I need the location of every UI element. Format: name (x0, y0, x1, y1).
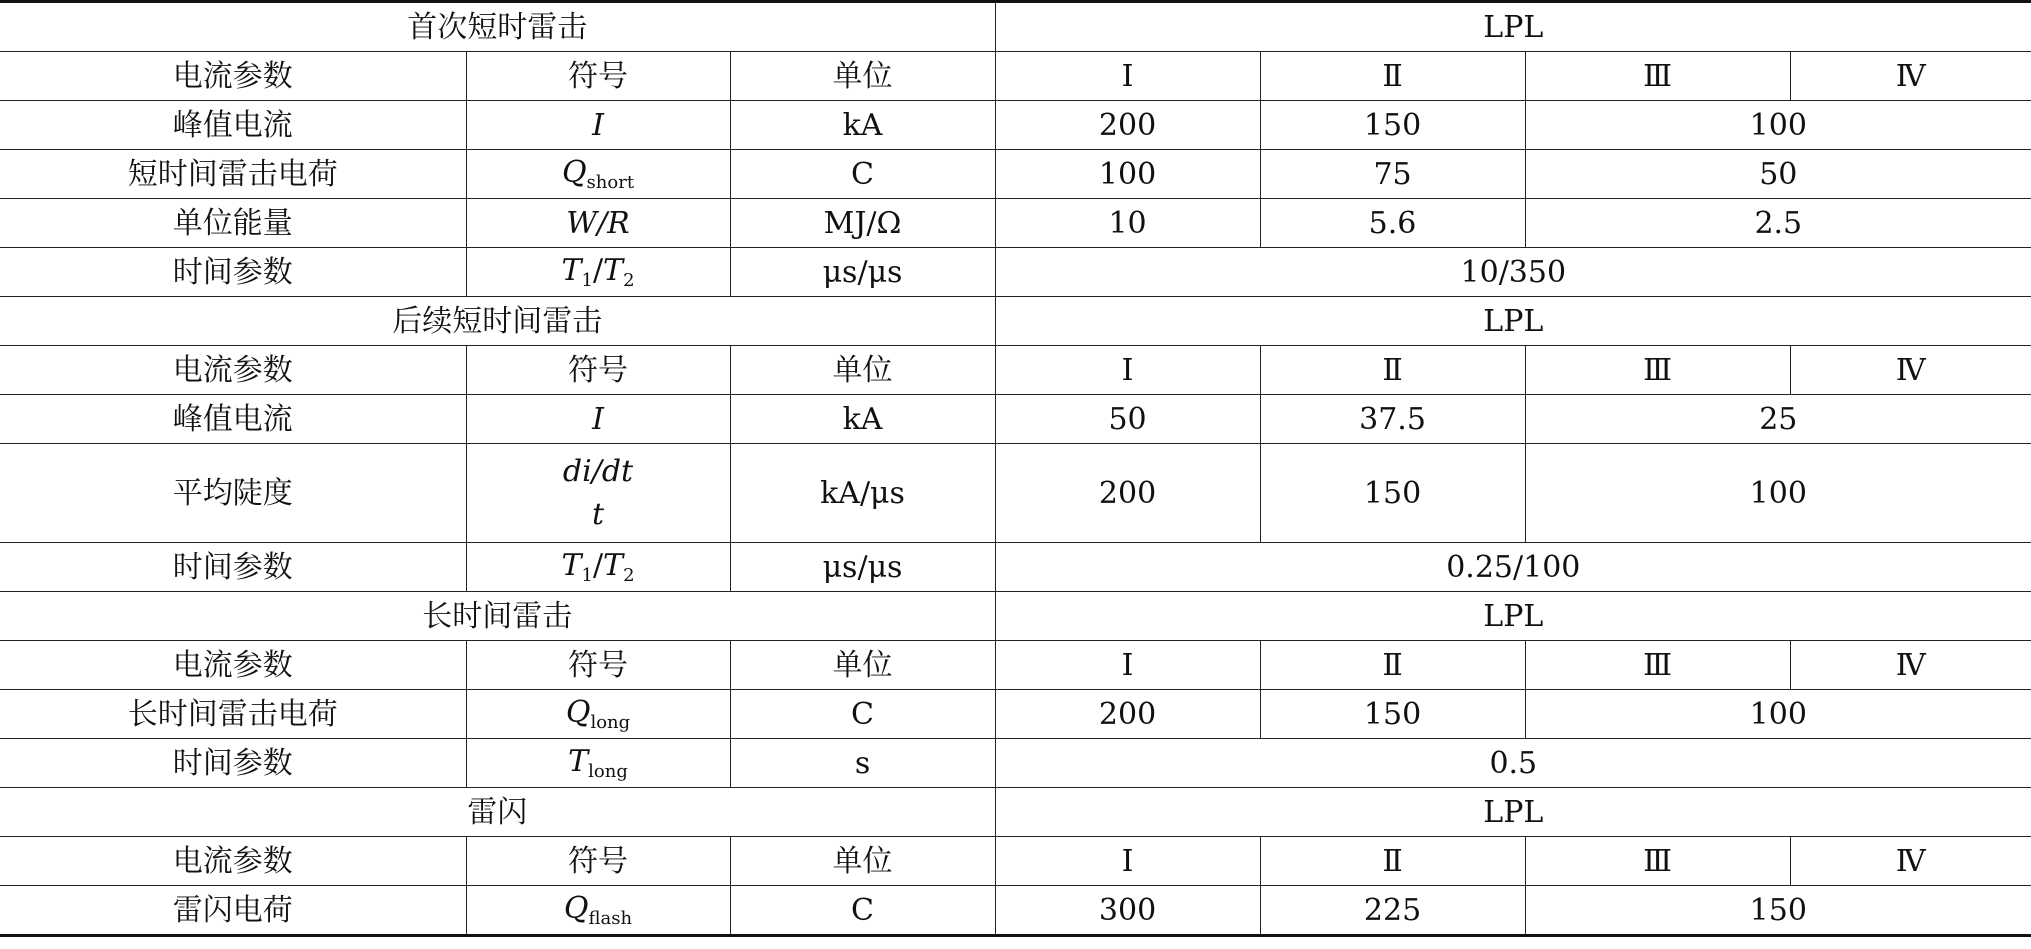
value-cell: 2.5 (1525, 199, 2031, 248)
level-4-header: Ⅳ (1790, 641, 2031, 690)
param-cell: 短时间雷击电荷 (0, 150, 466, 199)
table-row (0, 395, 2031, 444)
header-row (0, 52, 2031, 101)
symbol-header: 符号 (466, 641, 730, 690)
symbol-subscript: short (586, 171, 635, 193)
unit-cell: C (730, 886, 995, 936)
value-cell: 150 (1260, 690, 1525, 739)
symbol-cell (466, 248, 730, 297)
value-cell: 150 (1260, 101, 1525, 150)
level-2-header: Ⅱ (1260, 52, 1525, 101)
symbol-main: T (568, 743, 589, 779)
table-row (0, 886, 2031, 936)
value-cell: 50 (1525, 150, 2031, 199)
level-4-header: Ⅳ (1790, 837, 2031, 886)
unit-cell: kA/μs (730, 444, 995, 543)
level-1-header: Ⅰ (995, 837, 1260, 886)
section-title-row (0, 2, 2031, 52)
level-4-header: Ⅳ (1790, 346, 2031, 395)
lpl-label: LPL (995, 592, 2031, 641)
value-cell: 150 (1260, 444, 1525, 543)
symbol-cell (466, 886, 730, 936)
unit-cell: kA (730, 101, 995, 150)
table-row (0, 248, 2031, 297)
param-cell: 雷闪电荷 (0, 886, 466, 936)
level-3-header: Ⅲ (1525, 641, 1790, 690)
symbol-subscript: long (590, 711, 631, 733)
unit-header: 单位 (730, 641, 995, 690)
value-cell: 5.6 (1260, 199, 1525, 248)
table-row (0, 690, 2031, 739)
value-cell: 0.25/100 (995, 543, 2031, 592)
value-cell: 225 (1260, 886, 1525, 936)
value-cell: 100 (995, 150, 1260, 199)
level-2-header: Ⅱ (1260, 346, 1525, 395)
value-cell: 10/350 (995, 248, 2031, 297)
symbol-cell (466, 690, 730, 739)
unit-cell: C (730, 690, 995, 739)
level-1-header: Ⅰ (995, 52, 1260, 101)
param-header: 电流参数 (0, 641, 466, 690)
value-cell: 300 (995, 886, 1260, 936)
unit-cell: μs/μs (730, 543, 995, 592)
symbol-main: Q (563, 890, 589, 926)
param-header: 电流参数 (0, 837, 466, 886)
param-cell: 单位能量 (0, 199, 466, 248)
symbol-cell: W/R (466, 199, 730, 248)
param-cell: 时间参数 (0, 739, 466, 788)
level-3-header: Ⅲ (1525, 52, 1790, 101)
level-4-header: Ⅳ (1790, 52, 2031, 101)
header-row (0, 837, 2031, 886)
symbol-main: T (603, 547, 624, 583)
value-cell: 75 (1260, 150, 1525, 199)
unit-cell: s (730, 739, 995, 788)
section-title-row (0, 788, 2031, 837)
unit-header: 单位 (730, 346, 995, 395)
symbol-cell: I (466, 101, 730, 150)
unit-cell: C (730, 150, 995, 199)
value-cell: 100 (1525, 444, 2031, 543)
value-cell: 37.5 (1260, 395, 1525, 444)
table-row (0, 543, 2031, 592)
value-cell: 100 (1525, 690, 2031, 739)
symbol-header: 符号 (466, 52, 730, 101)
section-title-row (0, 297, 2031, 346)
lpl-label: LPL (995, 2, 2031, 52)
symbol-subscript: 2 (623, 564, 635, 586)
table-row (0, 444, 2031, 543)
value-cell: 100 (1525, 101, 2031, 150)
symbol-top: di/dt (562, 453, 634, 489)
param-cell: 峰值电流 (0, 101, 466, 150)
value-cell: 200 (995, 444, 1260, 543)
table-row (0, 150, 2031, 199)
symbol-header: 符号 (466, 837, 730, 886)
table-row (0, 101, 2031, 150)
section-title: 长时间雷击 (0, 592, 995, 641)
section-title: 首次短时雷击 (0, 2, 995, 52)
symbol-main: T (561, 252, 582, 288)
symbol-cell: I (466, 395, 730, 444)
symbol-main: T (603, 252, 624, 288)
symbol-main: T (561, 547, 582, 583)
symbol-header: 符号 (466, 346, 730, 395)
unit-cell: MJ/Ω (730, 199, 995, 248)
unit-cell: kA (730, 395, 995, 444)
symbol-subscript: 2 (623, 269, 635, 291)
value-cell: 150 (1525, 886, 2031, 936)
header-row (0, 346, 2031, 395)
steepness-symbol (563, 450, 633, 537)
section-title: 雷闪 (0, 788, 995, 837)
param-cell: 峰值电流 (0, 395, 466, 444)
header-row (0, 641, 2031, 690)
symbol-subscript: long (588, 760, 628, 782)
section-title: 后续短时间雷击 (0, 297, 995, 346)
value-cell: 50 (995, 395, 1260, 444)
value-cell: 0.5 (995, 739, 2031, 788)
symbol-cell (466, 543, 730, 592)
symbol-cell (466, 150, 730, 199)
symbol-cell (466, 739, 730, 788)
level-2-header: Ⅱ (1260, 837, 1525, 886)
symbol-separator: / (592, 252, 604, 288)
level-3-header: Ⅲ (1525, 837, 1790, 886)
table-row (0, 739, 2031, 788)
symbol-bottom: t (591, 497, 605, 532)
section-title-row (0, 592, 2031, 641)
level-2-header: Ⅱ (1260, 641, 1525, 690)
value-cell: 200 (995, 101, 1260, 150)
unit-cell: μs/μs (730, 248, 995, 297)
lpl-label: LPL (995, 297, 2031, 346)
symbol-separator: / (592, 547, 604, 583)
table-row (0, 199, 2031, 248)
symbol-subscript: 1 (581, 269, 593, 291)
value-cell: 10 (995, 199, 1260, 248)
level-1-header: Ⅰ (995, 346, 1260, 395)
param-header: 电流参数 (0, 52, 466, 101)
symbol-main: Q (565, 694, 591, 730)
param-cell: 时间参数 (0, 543, 466, 592)
param-cell: 长时间雷击电荷 (0, 690, 466, 739)
symbol-main: Q (561, 154, 587, 190)
level-1-header: Ⅰ (995, 641, 1260, 690)
unit-header: 单位 (730, 837, 995, 886)
param-cell: 时间参数 (0, 248, 466, 297)
param-header: 电流参数 (0, 346, 466, 395)
value-cell: 25 (1525, 395, 2031, 444)
symbol-cell (466, 444, 730, 543)
value-cell: 200 (995, 690, 1260, 739)
lpl-label: LPL (995, 788, 2031, 837)
symbol-subscript: flash (588, 907, 633, 929)
symbol-subscript: 1 (581, 564, 593, 586)
level-3-header: Ⅲ (1525, 346, 1790, 395)
param-cell: 平均陡度 (0, 444, 466, 543)
unit-header: 单位 (730, 52, 995, 101)
